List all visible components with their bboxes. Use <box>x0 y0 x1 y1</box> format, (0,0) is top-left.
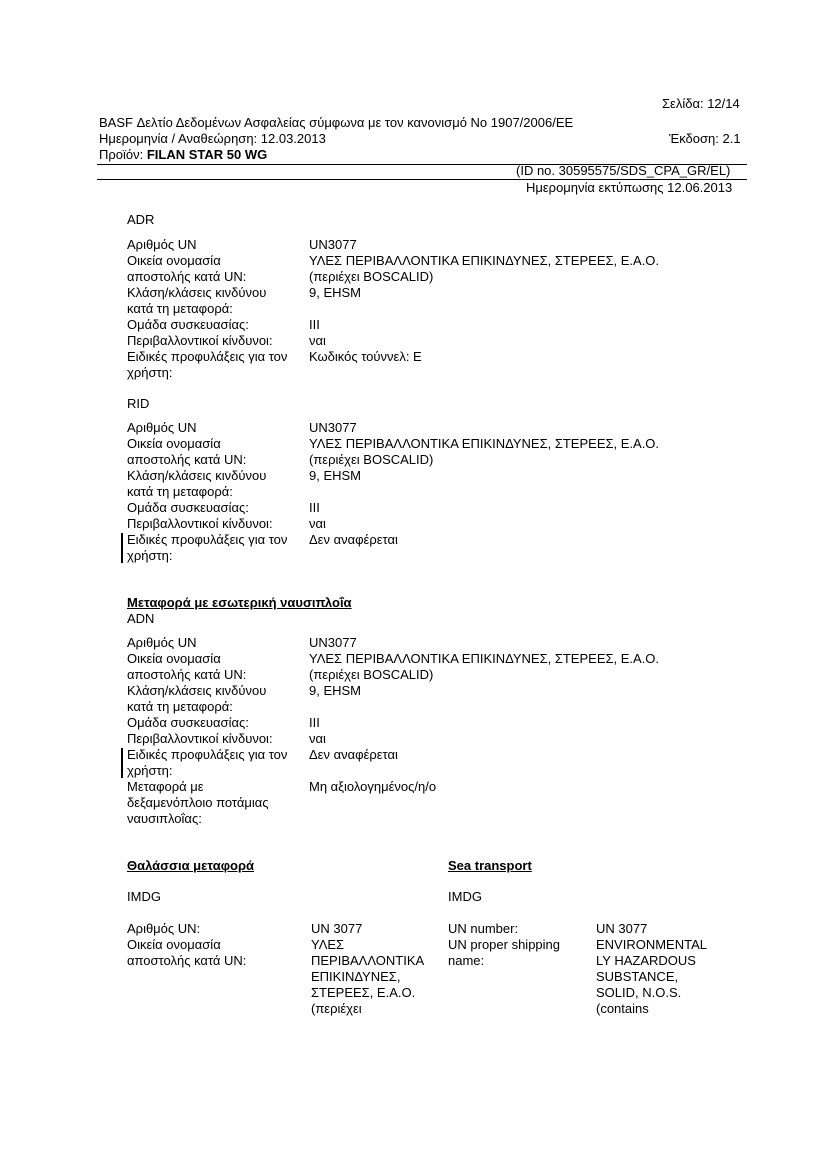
sea-en-un-value: UN 3077 <box>596 921 648 936</box>
document-title: BASF Δελτίο Δεδομένων Ασφαλείας σύμφωνα με τον κανονισμό No 1907/2006/ΕΕ <box>99 115 574 130</box>
adr-un-value: UN3077 <box>309 237 357 252</box>
adr-name-label: Οικεία ονομασία αποστολής κατά UN: <box>127 253 247 284</box>
product-name: FILAN STAR 50 WG <box>146 147 268 162</box>
adn-env-value: ναι <box>309 731 326 746</box>
rid-pack-value: III <box>309 500 320 515</box>
adn-un-value: UN3077 <box>309 635 357 650</box>
page-number: Σελίδα: 12/14 <box>662 96 740 111</box>
sea-title-en: Sea transport <box>448 858 532 873</box>
adr-name-value-2: (περιέχει BOSCALID) <box>309 269 434 284</box>
sea-code-gr: IMDG <box>127 889 161 904</box>
rid-heading: RID <box>127 396 150 411</box>
rid-change-bar <box>121 533 123 563</box>
adr-name-value-1: ΥΛΕΣ ΠΕΡΙΒΑΛΛΟΝΤΙΚΑ ΕΠΙΚΙΝΔΥΝΕΣ, ΣΤΕΡΕΕΣ, Ε.Α.Ο. <box>309 253 660 268</box>
adr-env-value: ναι <box>309 333 326 348</box>
adn-name-value-1: ΥΛΕΣ ΠΕΡΙΒΑΛΛΟΝΤΙΚΑ ΕΠΙΚΙΝΔΥΝΕΣ, ΣΤΕΡΕΕΣ, Ε.Α.Ο. <box>309 651 660 666</box>
adn-pack-label: Ομάδα συσκευασίας: <box>127 715 249 730</box>
adr-class-value: 9, EHSM <box>309 285 362 300</box>
rid-prec-label: Ειδικές προφυλάξεις για τον χρήστη: <box>127 532 288 563</box>
version: Έκδοση: 2.1 <box>669 131 741 146</box>
rid-un-label: Αριθμός UN <box>127 420 197 435</box>
rid-pack-label: Ομάδα συσκευασίας: <box>127 500 249 515</box>
rid-name-value-2: (περιέχει BOSCALID) <box>309 452 434 467</box>
adn-prec-label: Ειδικές προφυλάξεις για τον χρήστη: <box>127 747 288 778</box>
adr-prec-label: Ειδικές προφυλάξεις για τον χρήστη: <box>127 349 288 380</box>
sea-en-name-label: UN proper shipping name: <box>448 937 561 968</box>
sea-gr-un-value: UN 3077 <box>311 921 363 936</box>
adr-env-label: Περιβαλλοντικοί κίνδυνοι: <box>127 333 273 348</box>
adr-pack-value: III <box>309 317 320 332</box>
adn-tanker-label: Μεταφορά με δεξαμενόπλοιο ποτάμιας ναυσιπλοΐας: <box>127 779 269 826</box>
adn-name-value-2: (περιέχει BOSCALID) <box>309 667 434 682</box>
rid-class-value: 9, EHSM <box>309 468 362 483</box>
adn-tanker-value: Μη αξιολογημένος/η/ο <box>309 779 437 794</box>
date-revision: Ημερομηνία / Αναθεώρηση: 12.03.2013 <box>99 131 326 146</box>
adn-class-value: 9, EHSM <box>309 683 362 698</box>
adr-heading: ADR <box>127 212 155 227</box>
sea-en-name-value: ENVIRONMENTAL LY HAZARDOUS SUBSTANCE, SOLID, N.O.S. (contains <box>596 937 707 1016</box>
rid-name-label: Οικεία ονομασία αποστολής κατά UN: <box>127 436 247 467</box>
inland-section-title: Μεταφορά με εσωτερική ναυσιπλοΐα <box>127 595 352 610</box>
adn-pack-value: III <box>309 715 320 730</box>
adn-prec-value: Δεν αναφέρεται <box>309 747 398 762</box>
rid-name-value-1: ΥΛΕΣ ΠΕΡΙΒΑΛΛΟΝΤΙΚΑ ΕΠΙΚΙΝΔΥΝΕΣ, ΣΤΕΡΕΕΣ, Ε.Α.Ο. <box>309 436 660 451</box>
adn-class-label: Κλάση/κλάσεις κινδύνου κατά τη μεταφορά: <box>127 683 267 714</box>
adr-un-label: Αριθμός UN <box>127 237 197 252</box>
sea-gr-un-label: Αριθμός UN: <box>127 921 201 936</box>
adr-class-label: Κλάση/κλάσεις κινδύνου κατά τη μεταφορά: <box>127 285 267 316</box>
print-date: Ημερομηνία εκτύπωσης 12.06.2013 <box>526 180 733 195</box>
rid-env-value: ναι <box>309 516 326 531</box>
adr-prec-value: Κωδικός τούννελ: E <box>309 349 422 364</box>
sea-gr-name-label: Οικεία ονομασία αποστολής κατά UN: <box>127 937 247 968</box>
product-label: Προϊόν: <box>99 147 147 162</box>
adn-env-label: Περιβαλλοντικοί κίνδυνοι: <box>127 731 273 746</box>
document-id: (ID no. 30595575/SDS_CPA_GR/EL) <box>516 163 731 178</box>
adn-heading: ADN <box>127 611 155 626</box>
sea-gr-name-value: ΥΛΕΣ ΠΕΡΙΒΑΛΛΟΝΤΙΚΑ ΕΠΙΚΙΝΔΥΝΕΣ, ΣΤΕΡΕΕΣ, Ε.Α.Ο. (περιέχει <box>311 937 424 1016</box>
rid-class-label: Κλάση/κλάσεις κινδύνου κατά τη μεταφορά: <box>127 468 267 499</box>
adn-change-bar <box>121 748 123 778</box>
rid-prec-value: Δεν αναφέρεται <box>309 532 398 547</box>
adn-un-label: Αριθμός UN <box>127 635 197 650</box>
rid-env-label: Περιβαλλοντικοί κίνδυνοι: <box>127 516 273 531</box>
sea-title-gr: Θαλάσσια μεταφορά <box>127 858 254 873</box>
rid-un-value: UN3077 <box>309 420 357 435</box>
sea-code-en: IMDG <box>448 889 482 904</box>
product-line <box>99 147 267 163</box>
adr-pack-label: Ομάδα συσκευασίας: <box>127 317 249 332</box>
sea-en-un-label: UN number: <box>448 921 519 936</box>
adn-name-label: Οικεία ονομασία αποστολής κατά UN: <box>127 651 247 682</box>
